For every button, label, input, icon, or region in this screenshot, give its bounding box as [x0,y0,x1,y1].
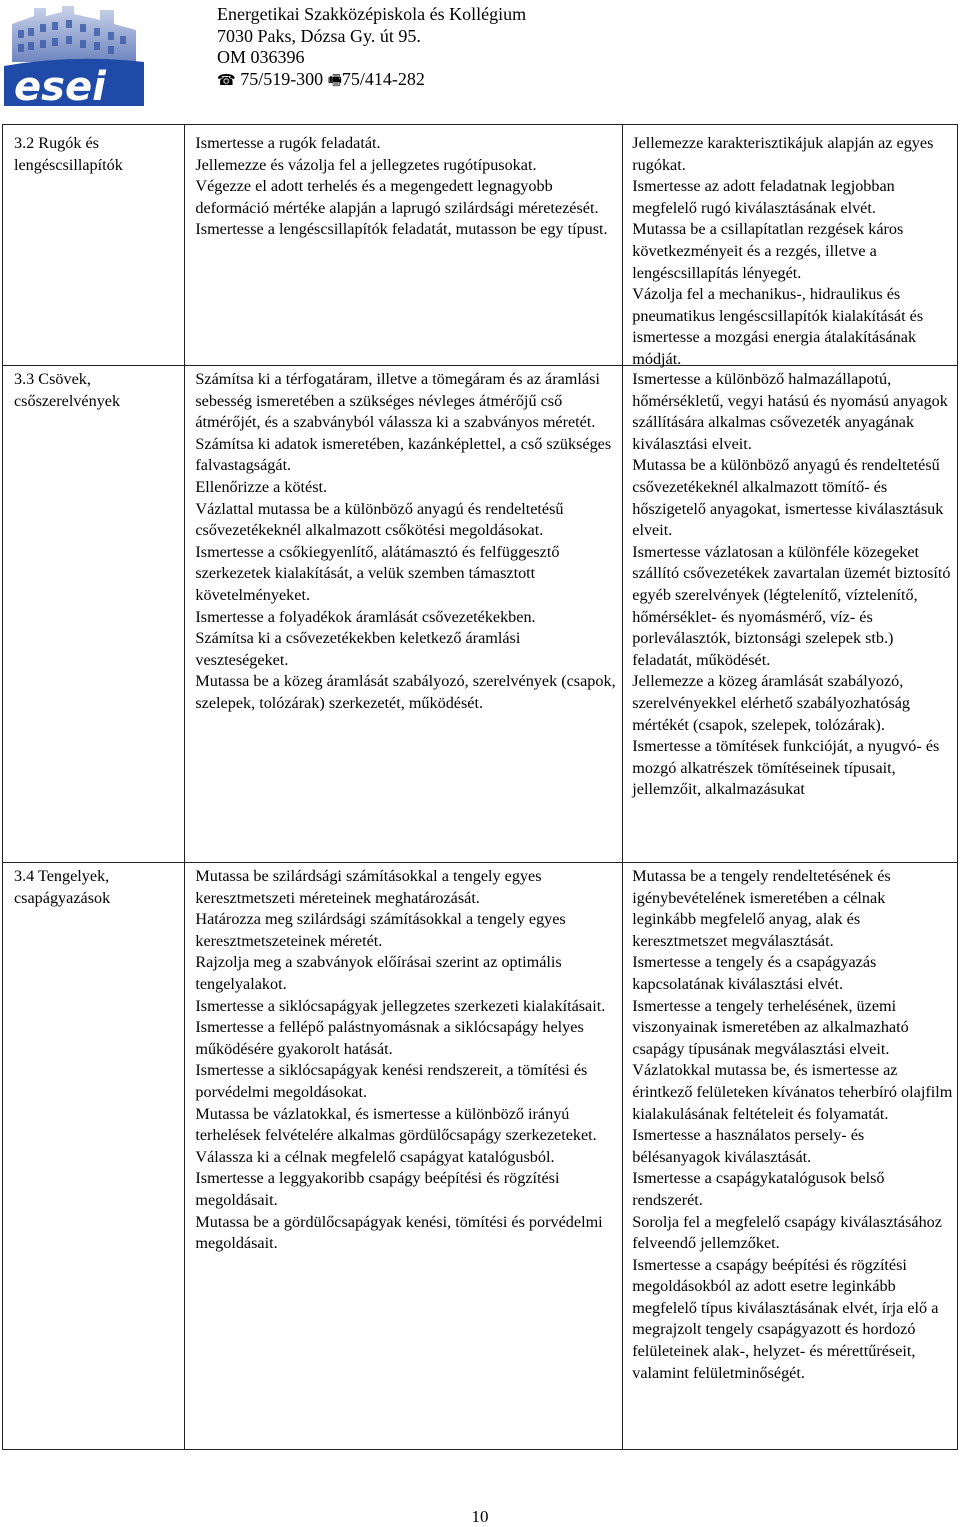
contact-line [217,69,526,92]
requirement-item: Mutassa be a különböző anyagú és rendeltetésű csővezetékeknél alkalmazott tömítő- és hőszigetelő anyagokat, ismertesse kiválasztásuk elveit. [632,456,944,540]
task-item: Ismertesse a lengéscsillapítók feladatát, mutasson be egy típust. [195,220,608,239]
logo-text: esei [14,64,106,106]
task-item: Határozza meg szilárdsági számításokkal a tengely egyes keresztmetszeteinek méretét. [195,910,566,950]
task-item: Ismertesse a siklócsapágyak jellegzetes szerkezeti kialakításait. [195,996,606,1015]
task-item: Mutassa be a gördülőcsapágyak kenési, tömítési és porvédelmi megoldásait. [195,1212,603,1253]
task-item: Végezze el adott terhelés és a megengedett legnagyobb deformáció mértéke alapján a laprugó szilárdsági méretezését. [195,177,599,217]
requirement-item: Mutassa be a csillapítatlan rezgések káros következményeit és a rezgés, illetve a lengéscsillapítás lényegét. [632,220,904,282]
requirements-cell [623,366,958,863]
task-item: Jellemezze és vázolja fel a jellegzetes rugótípusokat. [195,155,537,174]
table-row [3,125,958,366]
phone-number: 75/519-300 [240,68,324,89]
requirement-item: Ismertesse a tengely terhelésének, üzemi viszonyainak ismeretében az alkalmazható csapágy típusának megválasztási elveit. [632,996,909,1058]
requirement-item: Jellemezze a közeg áramlását szabályozó, szerelvényekkel elérhető szabályozhatóság mértékét (csapok, szelepek, tolózárak). [632,672,911,734]
task-item: Rajzolja meg a szabványok előírásai szerint az optimális tengelyalakot. [195,953,562,993]
task-item: Számítsa ki adatok ismeretében, kazánképlettel, a cső szükséges falvastagságát. [195,434,612,475]
tasks-cell [185,863,623,1450]
task-item: Ellenőrizze a kötést. [195,477,328,496]
requirement-item: Ismertesse az adott feladatnak legjobban megfelelő rugó kiválasztásának elvét. [632,177,895,217]
tasks-cell [185,366,623,863]
telephone-icon: ☎ [217,70,236,89]
requirement-item: Jellemezze karakterisztikájuk alapján az egyes rugókat. [632,134,934,174]
task-item: Válassza ki a célnak megfelelő csapágyat katalógusból. [195,1147,555,1166]
topic-cell [3,125,185,366]
requirement-item: Ismertesse a csapágykatalógusok belső rendszerét. [632,1169,885,1209]
fax-icon: 🖷 [327,70,342,89]
task-item: Számítsa ki a térfogatáram, illetve a tömegáram és az áramlási sebesség ismeretében a szükséges névleges átmérőjű cső átmérőjét, és a szabványból válassza ki a szabványos méretét. [195,370,600,432]
requirements-cell [623,125,958,366]
topic-title: 3.2 Rugók és lengéscsillapítók [14,134,123,174]
task-item: Ismertesse a leggyakoribb csapágy beépítési és rögzítési megoldásait. [195,1169,560,1209]
requirement-item: Ismertesse vázlatosan a különféle közegeket szállító csővezetékek zavartalan üzemét biztosító egyéb szerelvények (légtelenítő, víztelenítő, hőmérséklet- és nyomásmérő, víz- és porleválasztók, biztonsági szelepek stb.) feladatát, működését. [632,542,951,669]
topic-title: 3.4 Tengelyek, csapágyazások [14,867,111,907]
school-logo [4,2,144,106]
requirement-item: Mutassa be a tengely rendeltetésének és igénybevételének ismeretében a célnak leginkább megfelelő anyag, alak és keresztmetszet megválasztását. [632,867,891,950]
requirement-item: Ismertesse a használatos persely- és bélésanyagok kiválasztását. [632,1126,865,1166]
table-row [3,366,958,863]
task-item: Ismertesse a folyadékok áramlását csővezetékekben. [195,607,536,626]
school-address: 7030 Paks, Dózsa Gy. út 95. [217,25,421,46]
task-item: Ismertesse a fellépő palástnyomásnak a siklócsapágy helyes működésére gyakorolt hatását. [195,1018,584,1058]
task-item: Mutassa be szilárdsági számításokkal a tengely egyes keresztmetszeti méreteinek meghatározását. [195,867,542,907]
requirements-cell [623,863,958,1450]
task-item: Számítsa ki a csővezetékekben keletkező áramlási veszteségeket. [195,629,521,669]
topic-cell [3,863,185,1450]
requirement-item: Ismertesse a tömítések funkcióját, a nyugvó- és mozgó alkatrészek tömítéseinek típusait, jellemzőit, alkalmazásukat [632,737,940,799]
task-item: Mutassa be vázlatokkal, és ismertesse a különböző irányú terhelések felvételére alkalmas gördülőcsapágy szerkezeteket. [195,1104,597,1145]
requirement-item: Vázlatokkal mutassa be, és ismertesse az érintkező felületeken kívánatos teherbíró olajfilm kialakulásának feltételeit és folyamatát. [632,1061,953,1123]
page-header [0,0,960,112]
requirement-item: Vázolja fel a mechanikus-, hidraulikus és pneumatikus lengéscsillapítók kialakítását és ismertesse a mozgási energia átalakításának módját. [632,285,924,368]
curriculum-table [2,124,958,1450]
tasks-cell [185,125,623,366]
requirement-item: Sorolja fel a megfelelő csapágy kiválasztásához felveendő jellemzőket. [632,1212,942,1253]
task-item: Ismertesse a siklócsapágyak kenési rendszereit, a tömítési és porvédelmi megoldásokat. [195,1061,588,1101]
school-name: Energetikai Szakközépiskola és Kollégium [217,4,527,24]
table-row [3,863,958,1450]
school-info [217,4,526,91]
requirement-item: Ismertesse a tengely és a csapágyazás kapcsolatának kiválasztási elvét. [632,953,877,993]
task-item: Mutassa be a közeg áramlását szabályozó, szerelvények (csapok, szelepek, tolózárak) szerkezetét, működését. [195,672,616,712]
om-code: OM 036396 [217,47,305,67]
requirement-item: Ismertesse a csapágy beépítési és rögzítési megoldásokból az adott esetre leginkább megfelelő típus kiválasztásának elvét, írja elő a megrajzolt tengely csapágyazott és hordozó felületeinek alak-, helyzet- és mérettűréseit, valamint felületminőségét. [632,1255,939,1382]
task-item: Vázlattal mutassa be a különböző anyagú és rendeltetésű csővezetékeknél alkalmazott csőkötési megoldásokat. [195,499,564,540]
page-number: 10 [471,1507,489,1526]
task-item: Ismertesse a rugók feladatát. [195,134,381,152]
task-item: Ismertesse a csőkiegyenlítő, alátámasztó és felfüggesztő szerkezetek kialakítását, a velük szemben támasztott követelményeket. [195,542,560,604]
topic-cell [3,366,185,863]
fax-number: 75/414-282 [341,68,425,89]
requirement-item: Ismertesse a különböző halmazállapotú, hőmérsékletű, vegyi hatású és nyomású anyagok szállítására alkalmas csővezeték anyagának kiválasztási elveit. [632,370,948,453]
topic-title: 3.3 Csövek, csőszerelvények [14,370,121,410]
